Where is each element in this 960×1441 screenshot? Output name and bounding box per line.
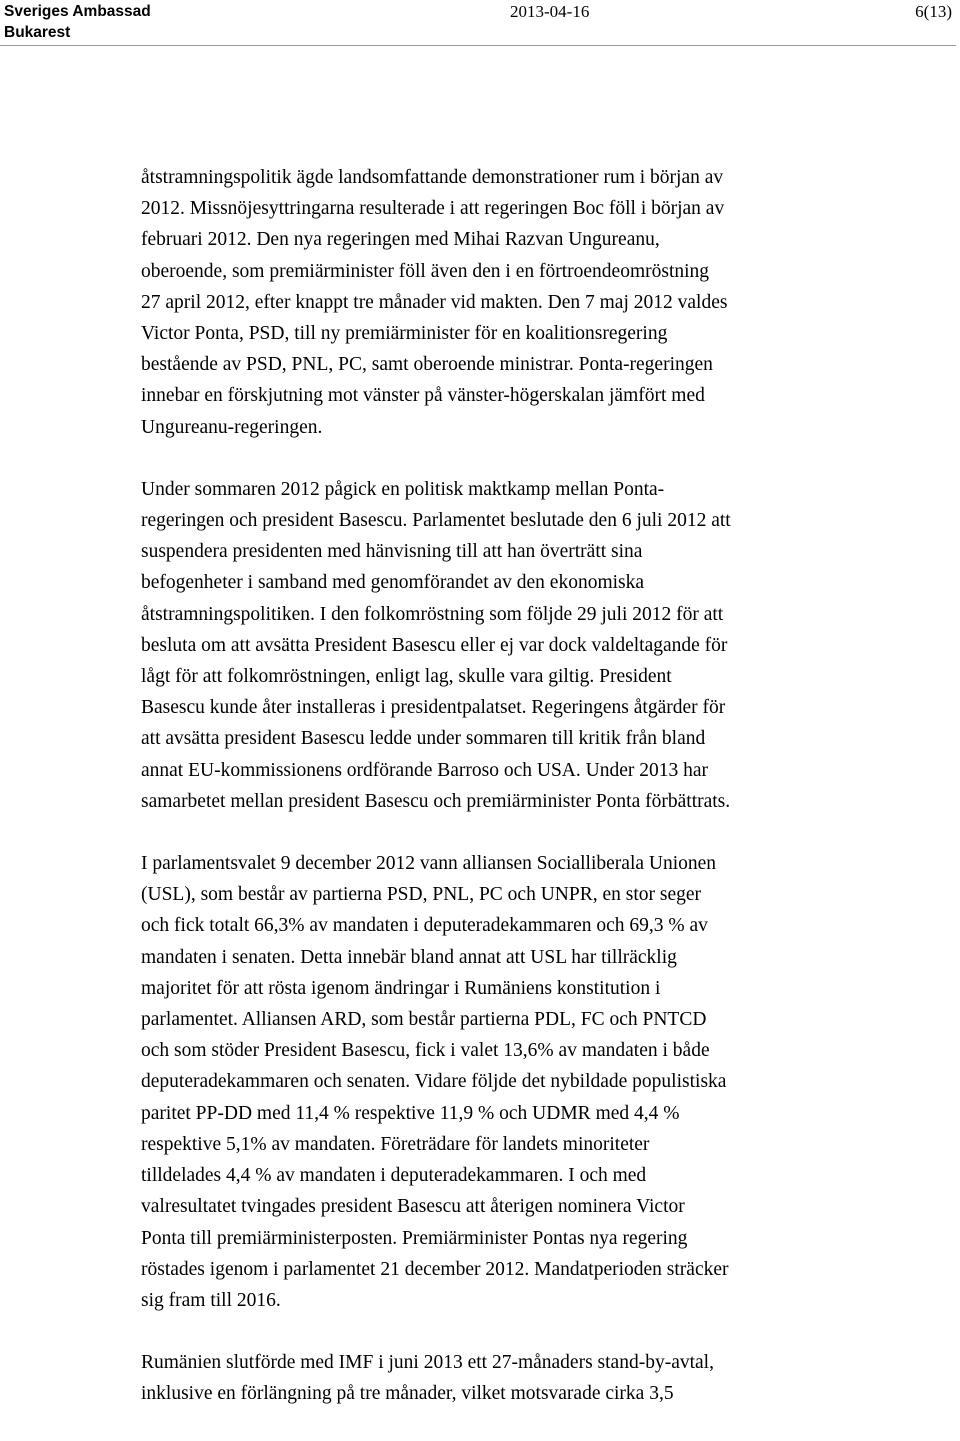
paragraph: [141, 848, 841, 1316]
text-line: och fick totalt 66,3% av mandaten i deputeradekammaren och 69,3 % av: [141, 915, 708, 937]
text-line: majoritet för att rösta igenom ändringar i Rumäniens konstitution i: [141, 977, 661, 999]
paragraph: [141, 1347, 841, 1409]
text-line: tilldelades 4,4 % av mandaten i deputeradekammaren. I och med: [141, 1165, 647, 1187]
text-line: I parlamentsvalet 9 december 2012 vann alliansen Socialliberala Unionen: [141, 853, 717, 875]
text-line: sig fram till 2016.: [141, 1289, 281, 1311]
paragraph: [141, 162, 841, 443]
text-line: suspendera presidenten med hänvisning till att han överträtt sina: [141, 541, 643, 563]
text-line: Basescu kunde åter installeras i presidentpalatset. Regeringens åtgärder för: [141, 697, 726, 719]
text-line: röstades igenom i parlamentet 21 december 2012. Mandatperioden sträcker: [141, 1258, 729, 1280]
header-date: 2013-04-16: [510, 2, 590, 21]
text-line: Ungureanu-regeringen.: [141, 416, 323, 438]
text-line: Victor Ponta, PSD, till ny premiärminister för en koalitionsregering: [141, 323, 668, 345]
text-line: samarbetet mellan president Basescu och premiärminister Ponta förbättrats.: [141, 790, 731, 812]
text-line: åtstramningspolitiken. I den folkomröstning som följde 29 juli 2012 för att: [141, 603, 724, 625]
text-line: bestående av PSD, PNL, PC, samt oberoende ministrar. Ponta-regeringen: [141, 354, 713, 376]
page-header: [0, 0, 960, 46]
text-line: Under sommaren 2012 pågick en politisk maktkamp mellan Ponta-: [141, 478, 665, 500]
text-line: valresultatet tvingades president Basescu att återigen nominera Victor: [141, 1196, 685, 1218]
text-line: Ponta till premiärministerposten. Premiärminister Pontas nya regering: [141, 1227, 688, 1249]
text-line: regeringen och president Basescu. Parlamentet beslutade den 6 juli 2012 att: [141, 510, 731, 532]
text-line: att avsätta president Basescu ledde under sommaren till kritik från bland: [141, 728, 706, 750]
text-line: mandaten i senaten. Detta innebär bland annat att USL har tillräcklig: [141, 946, 677, 968]
text-line: besluta om att avsätta President Basescu eller ej var dock valdeltagande för: [141, 634, 728, 656]
text-line: (USL), som består av partierna PSD, PNL, PC och UNPR, en stor seger: [141, 884, 702, 906]
text-line: annat EU-kommissionens ordförande Barroso och USA. Under 2013 har: [141, 759, 709, 781]
header-organization: [4, 1, 151, 43]
header-divider: [0, 45, 956, 46]
text-line: innebar en förskjutning mot vänster på vänster-högerskalan jämfört med: [141, 385, 705, 407]
text-line: och som stöder President Basescu, fick i valet 13,6% av mandaten i både: [141, 1040, 710, 1062]
text-line: oberoende, som premiärminister föll även den i en förtroendeomröstning: [141, 260, 710, 282]
text-line: deputeradekammaren och senaten. Vidare följde det nybildade populistiska: [141, 1071, 727, 1093]
text-line: åtstramningspolitik ägde landsomfattande demonstrationer rum i början av: [141, 167, 724, 188]
text-line: respektive 5,1% av mandaten. Företrädare för landets minoriteter: [141, 1133, 650, 1155]
header-org-name: Sveriges Ambassad: [4, 3, 151, 20]
header-page-number: 6(13): [915, 2, 952, 21]
text-line: parlamentet. Alliansen ARD, som består partierna PDL, FC och PNTCD: [141, 1009, 707, 1031]
header-org-city: Bukarest: [4, 24, 71, 41]
text-line: Rumänien slutförde med IMF i juni 2013 ett 27-månaders stand-by-avtal,: [141, 1352, 714, 1374]
text-line: februari 2012. Den nya regeringen med Mihai Razvan Ungureanu,: [141, 229, 660, 251]
paragraph: [141, 474, 841, 817]
document-body: [141, 162, 841, 1441]
text-line: 2012. Missnöjesyttringarna resulterade i att regeringen Boc föll i början av: [141, 198, 725, 220]
text-line: paritet PP-DD med 11,4 % respektive 11,9 % och UDMR med 4,4 %: [141, 1102, 680, 1124]
text-line: lågt för att folkomröstningen, enligt lag, skulle vara giltig. President: [141, 666, 672, 688]
text-line: inklusive en förlängning på tre månader, vilket motsvarade cirka 3,5: [141, 1383, 674, 1405]
text-line: 27 april 2012, efter knappt tre månader vid makten. Den 7 maj 2012 valdes: [141, 291, 728, 313]
text-line: befogenheter i samband med genomförandet av den ekonomiska: [141, 572, 645, 594]
